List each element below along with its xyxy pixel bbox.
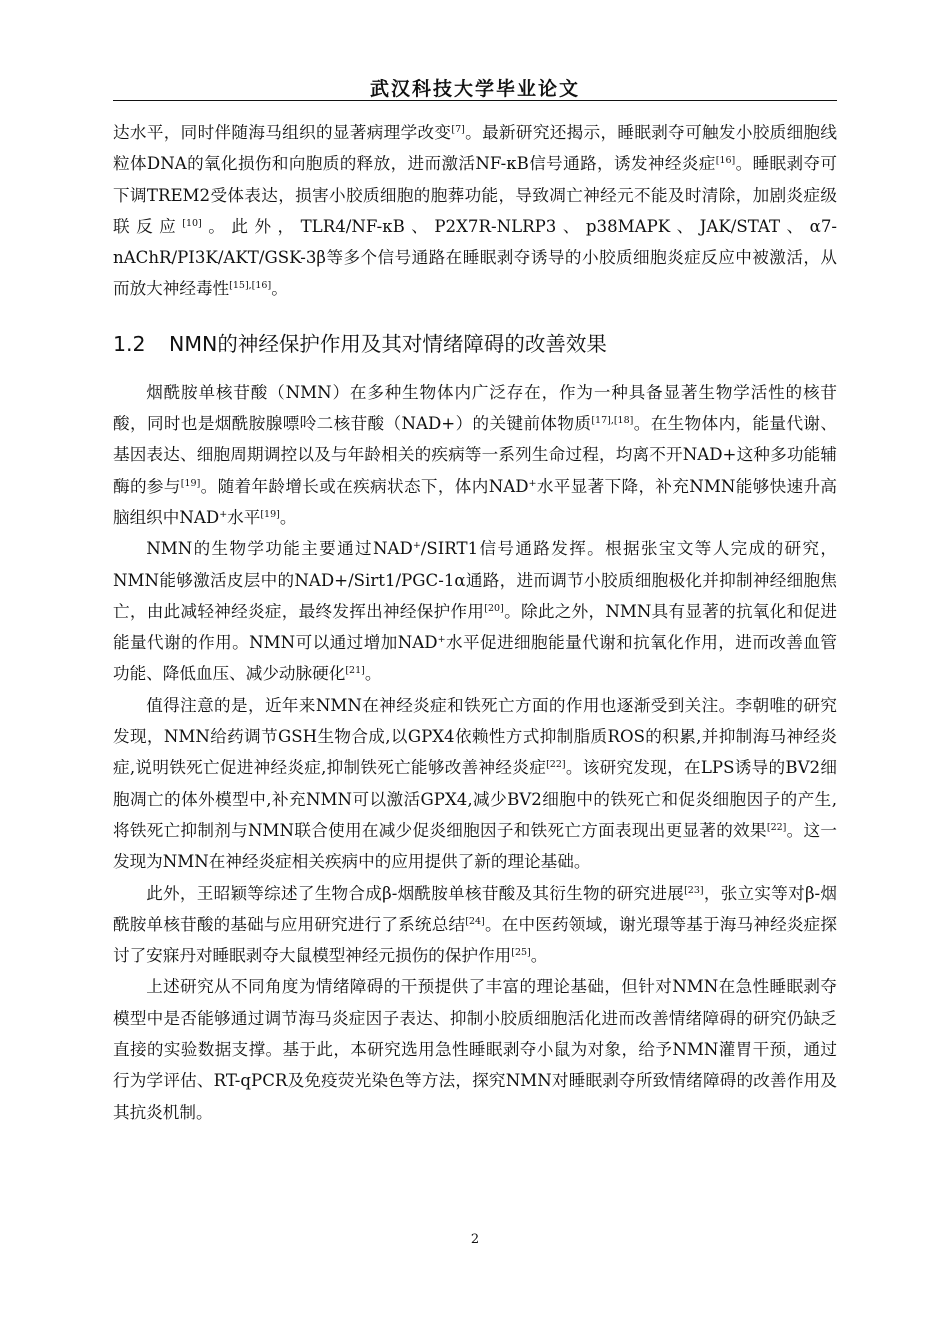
citation-ref: [15],[16] (229, 280, 272, 292)
paragraph-study-aim (113, 971, 837, 1127)
text-run: 上述研究从不同角度为情绪障碍的干预提供了丰富的理论基础，但针对NMN在急性睡眠剥夺模型中是否能够通过调节海马炎症因子表达、抑制小胶质细胞活化进而改善情绪障碍的研究仍缺乏直接的实验数据支撑。基于此，本研究选用急性睡眠剥夺小鼠为对象，给予NMN灌胃干预，通过行为学评估、RT-qPCR及免疫荧光染色等方法，探究NMN对睡眠剥夺所致情绪障碍的改善作用及其抗炎机制。 (113, 977, 837, 1122)
section-heading (113, 327, 837, 361)
paragraph-related-work (113, 878, 837, 972)
text-run: 。睡眠剥夺可下调TREM2受体表达，损害小胶质细胞的胞葬功能，导致凋亡神经元不能及时清除，加剧炎症级联反应 (113, 154, 838, 236)
text-run: 达水平，同时伴随海马组织的显著病理学改变 (113, 123, 452, 142)
text-run: 水平显著下降，补充NMN能够快速升高脑组织中NAD (113, 476, 838, 527)
page-number: 2 (470, 1232, 480, 1247)
citation-ref: [21] (345, 665, 365, 677)
text-run: 烟酰胺单核苷酸（NMN）在多种生物体内广泛存在，作为一种具备显著生物学活性的核苷酸，同时也是烟酰胺腺嘌呤二核苷酸（NAD+）的关键前体物质 (113, 382, 837, 434)
text-run: ，张立实等对β-烟酰胺单核苷酸的基础与应用研究进行了系统总结 (113, 883, 837, 934)
text-run: 水平促进细胞能量代谢和抗氧化作用，进而改善血管功能、降低血压、减少动脉硬化 (113, 633, 838, 684)
paragraph-ferroptosis (113, 690, 837, 878)
text-run: 。 (364, 664, 382, 684)
superscript-plus: + (412, 540, 421, 552)
citation-ref: [19] (260, 508, 280, 520)
text-run: 。 (279, 507, 297, 527)
paragraph-nmn-function (113, 533, 837, 689)
text-run: 。在中医药领域，谢光璟等基于海马神经炎症探讨了安寐丹对睡眠剥夺大鼠模型神经元损伤的保护作用 (113, 914, 838, 966)
document-body (113, 117, 837, 1128)
superscript-plus: + (528, 477, 537, 489)
text-run: 水平 (227, 507, 261, 527)
section-number: 1.2 (113, 331, 146, 356)
citation-ref: [24] (465, 915, 485, 927)
text-run: 。在生物体内，能量代谢、基因表达、细胞周期调控以及与年龄相关的疾病等一系列生命过程，均离不开NAD+这种多功能辅酶的参与 (113, 414, 837, 496)
header-divider (113, 100, 837, 101)
citation-ref: [7] (451, 124, 465, 135)
citation-ref: [25] (511, 947, 531, 959)
text-run: 此外，王昭颖等综述了生物合成β-烟酰胺单核苷酸及其衍生物的研究进展 (146, 883, 685, 903)
text-run: 。该研究发现，在LPS诱导的BV2细胞凋亡的体外模型中,补充NMN可以激活GPX4,减少BV2细胞中的铁死亡和促炎细胞因子的产生,将铁死亡抑制剂与NMN联合使用在减少促炎细胞因子和铁死亡方面表现出更显著的效果 (113, 758, 837, 840)
text-run: 。 (271, 279, 288, 299)
document-header-title: 武汉科技大学毕业论文 (369, 78, 580, 100)
citation-ref: [16] (715, 155, 736, 167)
text-run: 。除此之外，NMN具有显著的抗氧化和促进能量代谢的作用。NMN可以通过增加NAD (113, 601, 838, 653)
text-run: 。最新研究还揭示，睡眠剥夺可触发小胶质细胞线粒体DNA的氧化损伤和向胞质的释放，进而激活NF-κB信号通路，诱发神经炎症 (113, 123, 838, 174)
text-run: 。此外，TLR4/NF-κB、P2X7R-NLRP3、p38MAPK、JAK/STAT、α7-nAChR/PI3K/AKT/GSK-3β等多个信号通路在睡眠剥夺诱导的小胶质细胞炎症反应中被激活，从而放大神经毒性 (113, 216, 838, 299)
citation-ref: [22] (766, 821, 787, 833)
text-run: 。随着年龄增长或在疾病状态下，体内NAD (200, 476, 529, 496)
text-run: /SIRT1信号通路发挥。根据张宝文等人完成的研究，NMN能够激活皮层中的NAD+/Sirt1/PGC-1α通路，进而调节小胶质细胞极化并抑制神经细胞焦亡，由此减轻神经炎症，最终发挥出神经保护作用 (113, 539, 837, 621)
paragraph-nmn-intro (113, 377, 837, 533)
text-run: NMN的生物学功能主要通过NAD (146, 539, 413, 559)
section-title: NMN的神经保护作用及其对情绪障碍的改善效果 (169, 331, 607, 356)
paragraph-continuation (113, 117, 837, 305)
superscript-plus: + (437, 634, 446, 646)
text-run: 值得注意的是，近年来NMN在神经炎症和铁死亡方面的作用也逐渐受到关注。李朝唯的研究发现，NMN给药调节GSH生物合成,以GPX4依赖性方式抑制脂质ROS的积累,并抑制海马神经炎症,说明铁死亡促进神经炎症,抑制铁死亡能够改善神经炎症 (113, 695, 837, 778)
superscript-plus: + (219, 508, 228, 520)
citation-ref: [23] (684, 884, 704, 896)
citation-ref: [20] (484, 602, 504, 614)
text-run: 。这一发现为NMN在神经炎症相关疾病中的应用提供了新的理论基础。 (113, 820, 838, 872)
citation-ref: [19] (180, 477, 201, 489)
citation-ref: [22] (546, 759, 566, 771)
citation-ref: [10] (182, 217, 202, 229)
text-run: 。 (530, 946, 548, 966)
citation-ref: [17],[18] (591, 415, 634, 427)
